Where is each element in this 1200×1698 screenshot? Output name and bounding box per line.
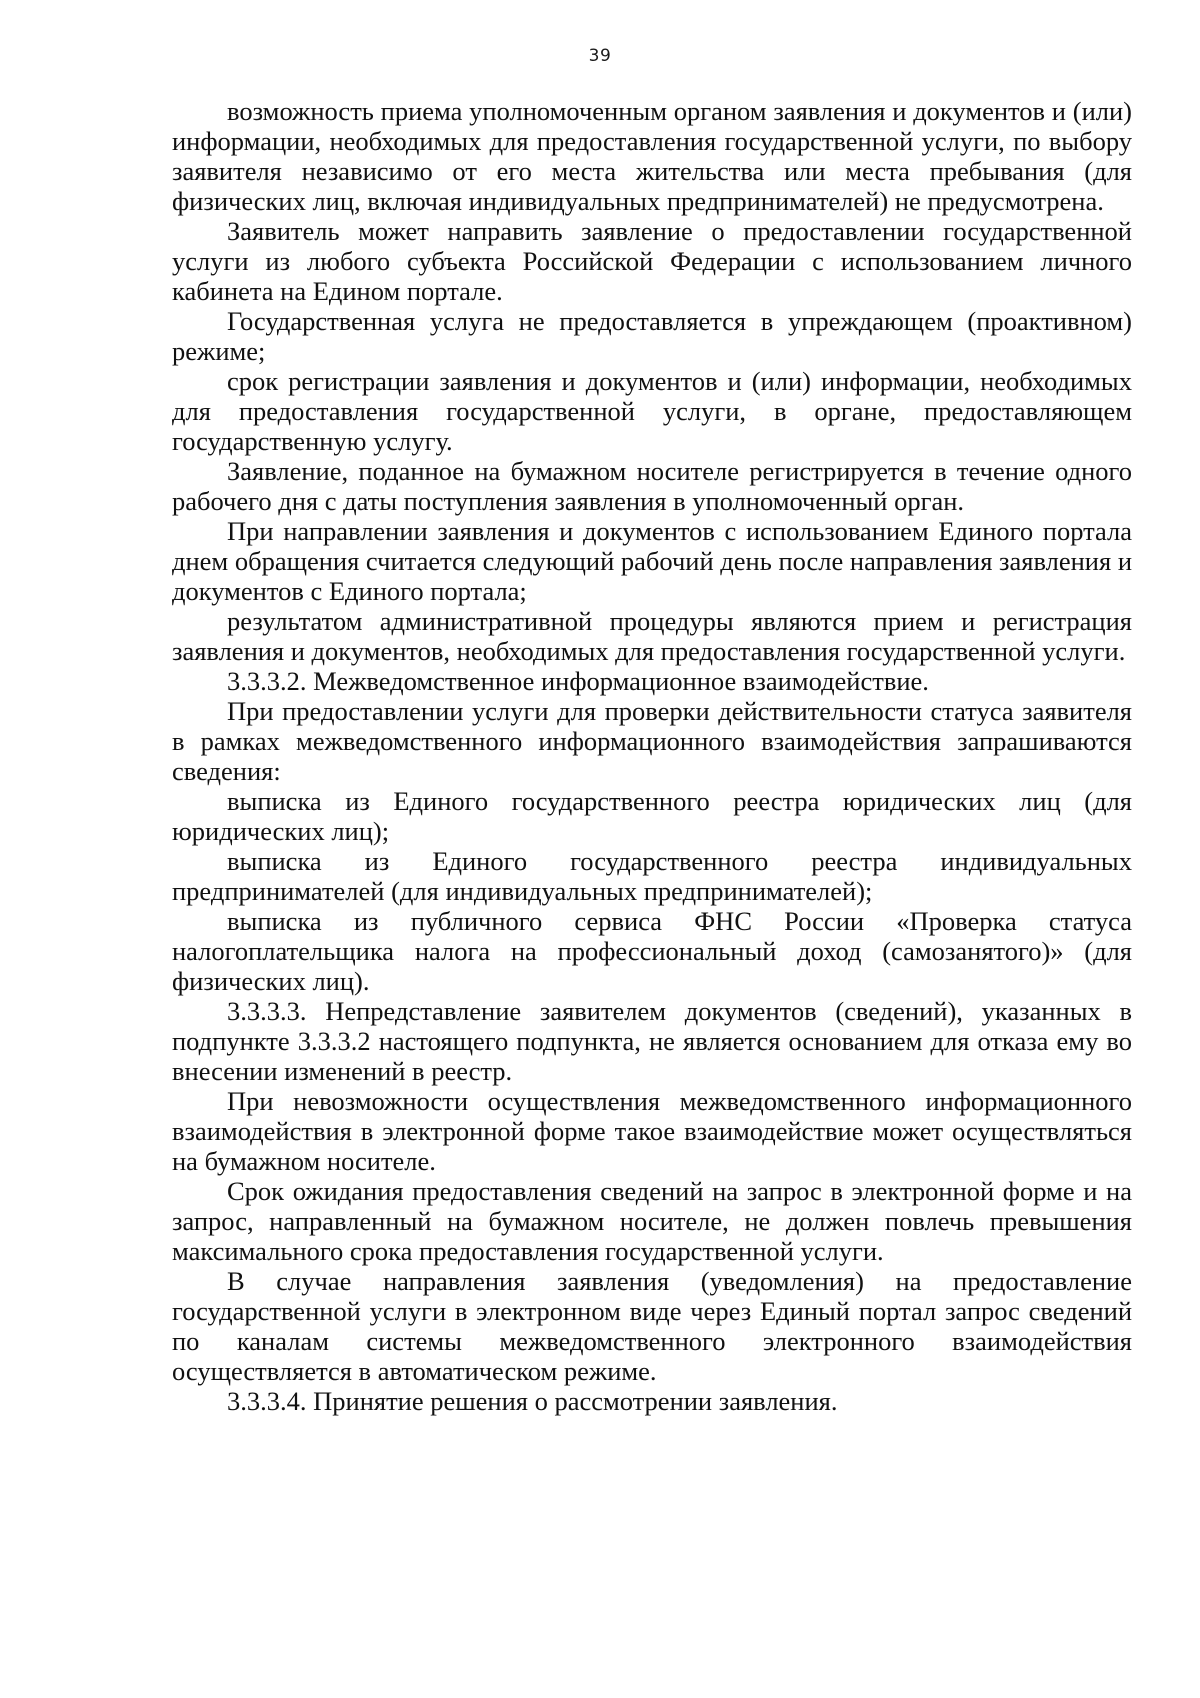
- list-item-self-employed: выписка из публичного сервиса ФНС России «Проверка статуса налогоплательщика налога на профессиональный доход (самозанятого)» (для физических лиц).: [172, 906, 1132, 996]
- paragraph-15: Срок ожидания предоставления сведений на запрос в электронной форме и на запрос, направленный на бумажном носителе, не должен повлечь превышения максимального срока предоставления государственной услуги.: [172, 1176, 1132, 1266]
- section-paragraph-3-3-3-3: 3.3.3.3. Непредставление заявителем документов (сведений), указанных в подпункте 3.3.3.2 настоящего подпункта, не является основанием для отказа ему во внесении изменений в реестр.: [172, 996, 1132, 1086]
- page-number: 39: [588, 46, 612, 66]
- paragraph-16: В случае направления заявления (уведомления) на предоставление государственной услуги в электронном виде через Единый портал запрос сведений по каналам системы межведомственного электронного взаимодействия осуществляется в автоматическом режиме.: [172, 1266, 1132, 1386]
- paragraph-9: При предоставлении услуги для проверки действительности статуса заявителя в рамках межведомственного информационного взаимодействия запрашиваются сведения:: [172, 696, 1132, 786]
- paragraph-4: срок регистрации заявления и документов и (или) информации, необходимых для предоставления государственной услуги, в органе, предоставляющем государственную услугу.: [172, 366, 1132, 456]
- paragraph-7: результатом административной процедуры являются прием и регистрация заявления и документов, необходимых для предоставления государственной услуги.: [172, 606, 1132, 666]
- paragraph-1: возможность приема уполномоченным органом заявления и документов и (или) информации, необходимых для предоставления государственной услуги, по выбору заявителя независимо от его места жительства или места пребывания (для физических лиц, включая индивидуальных предпринимателей) не предусмотрена.: [172, 96, 1132, 216]
- paragraph-6: При направлении заявления и документов с использованием Единого портала днем обращения считается следующий рабочий день после направления заявления и документов с Единого портала;: [172, 516, 1132, 606]
- body-text: [172, 96, 1132, 1416]
- paragraph-3: Государственная услуга не предоставляется в упреждающем (проактивном) режиме;: [172, 306, 1132, 366]
- list-item-legal-entities: выписка из Единого государственного реестра юридических лиц (для юридических лиц);: [172, 786, 1132, 846]
- list-item-entrepreneurs: выписка из Единого государственного реестра индивидуальных предпринимателей (для индивидуальных предпринимателей);: [172, 846, 1132, 906]
- paragraph-5: Заявление, поданное на бумажном носителе регистрируется в течение одного рабочего дня с даты поступления заявления в уполномоченный орган.: [172, 456, 1132, 516]
- paragraph-2: Заявитель может направить заявление о предоставлении государственной услуги из любого субъекта Российской Федерации с использованием личного кабинета на Едином портале.: [172, 216, 1132, 306]
- paragraph-14: При невозможности осуществления межведомственного информационного взаимодействия в электронной форме такое взаимодействие может осуществляться на бумажном носителе.: [172, 1086, 1132, 1176]
- section-heading-3-3-3-4: 3.3.3.4. Принятие решения о рассмотрении заявления.: [227, 1386, 838, 1416]
- section-heading-3-3-3-2: 3.3.3.2. Межведомственное информационное взаимодействие.: [227, 666, 929, 696]
